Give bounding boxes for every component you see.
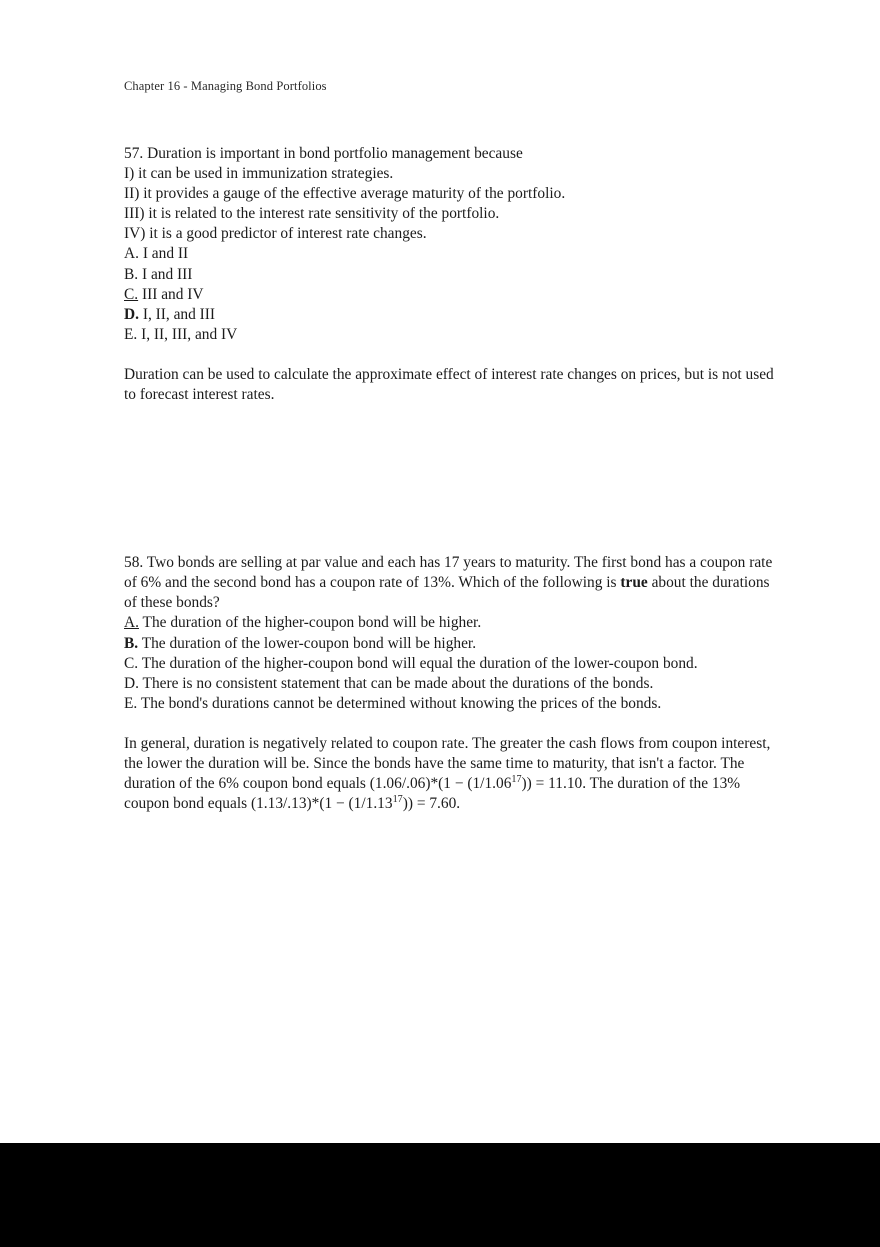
explanation-part-1: In general, duration is negatively related to coupon rate. The greater the cash flows from coupon interest, the lower the duration will be. Since the bonds have the same time to maturity, that isn't a factor. The duration of the 6% coupon bond equals (1.06/.06)*(1 − (1/1.06 [124, 734, 771, 793]
spacer [124, 714, 784, 734]
question-57-statement-iv: IV) it is a good predictor of interest rate changes. [124, 225, 427, 243]
spacer [124, 345, 784, 365]
question-58-choice-e[interactable] [124, 694, 784, 714]
question-58 [124, 553, 784, 814]
question-58-stem-part1: 58. Two bonds are selling at par value and each has 17 years to maturity. The first bond has a coupon rate of 6% and the second bond has a coupon rate of 13%. Which of the following is [124, 554, 773, 592]
page-content [124, 144, 784, 814]
question-58-stem-emphasis: true [620, 574, 648, 592]
section-spacer [124, 405, 784, 553]
choice-marker: E. [124, 694, 138, 712]
question-58-choice-b[interactable] [124, 634, 784, 654]
choice-text: The bond's durations cannot be determined without knowing the prices of the bonds. [140, 694, 662, 712]
question-57-choice-e[interactable] [124, 325, 784, 345]
choice-text: I, II, and III [142, 305, 216, 323]
explanation-part-3: )) = 7.60. [402, 795, 461, 813]
question-57 [124, 144, 784, 405]
explanation-part-2: )) = 11.10. The duration of the 13% coupon bond equals (1.13/.13)*(1 − (1/1.13 [124, 775, 741, 813]
running-head: Chapter 16 - Managing Bond Portfolios [124, 79, 327, 93]
choice-text: I and III [141, 265, 193, 283]
question-58-explanation [124, 734, 784, 814]
question-57-stem: 57. Duration is important in bond portfolio management because [124, 145, 523, 162]
choice-text: The duration of the higher-coupon bond will be higher. [142, 614, 482, 632]
exponent-seventeen-second: 17 [392, 794, 403, 806]
question-58-choice-c[interactable] [124, 654, 784, 674]
choice-marker-answer: D. [124, 305, 139, 323]
choice-marker: E. [124, 325, 138, 343]
question-57-explanation: Duration can be used to calculate the approximate effect of interest rate changes on prices, but is not used to forecast interest rates. [124, 365, 774, 404]
choice-marker: C. [124, 654, 139, 672]
choice-text: The duration of the higher-coupon bond will equal the duration of the lower-coupon bond. [141, 654, 698, 672]
question-57-choice-c[interactable] [124, 285, 784, 305]
choice-text: The duration of the lower-coupon bond will be higher. [141, 634, 477, 652]
choice-text: I, II, III, and IV [141, 325, 238, 343]
footer-black-band [0, 1143, 880, 1247]
question-58-stem-part2: about the durations of these bonds? [124, 574, 770, 612]
question-58-choice-d[interactable] [124, 674, 784, 694]
choice-marker: D. [124, 674, 139, 692]
choice-text: There is no consistent statement that can be made about the durations of the bonds. [142, 674, 654, 692]
exponent-seventeen-first: 17 [511, 773, 522, 785]
choice-marker: A. [124, 245, 139, 263]
question-58-stem [124, 553, 784, 613]
choice-marker: B. [124, 265, 139, 283]
choice-text: III and IV [141, 285, 204, 303]
question-57-statement-ii: II) it provides a gauge of the effective average maturity of the portfolio. [124, 185, 566, 203]
question-57-statement-iii: III) it is related to the interest rate sensitivity of the portfolio. [124, 205, 500, 223]
question-58-choice-a[interactable] [124, 613, 784, 633]
question-57-choice-b[interactable] [124, 265, 784, 285]
choice-marker-answer: B. [124, 634, 139, 652]
question-57-statement-i: I) it can be used in immunization strategies. [124, 165, 394, 183]
question-57-choice-d[interactable] [124, 305, 784, 325]
choice-marker-selected: C. [124, 285, 139, 303]
question-57-choice-a[interactable] [124, 244, 784, 264]
choice-text: I and II [142, 245, 189, 263]
choice-marker-selected: A. [124, 614, 139, 632]
